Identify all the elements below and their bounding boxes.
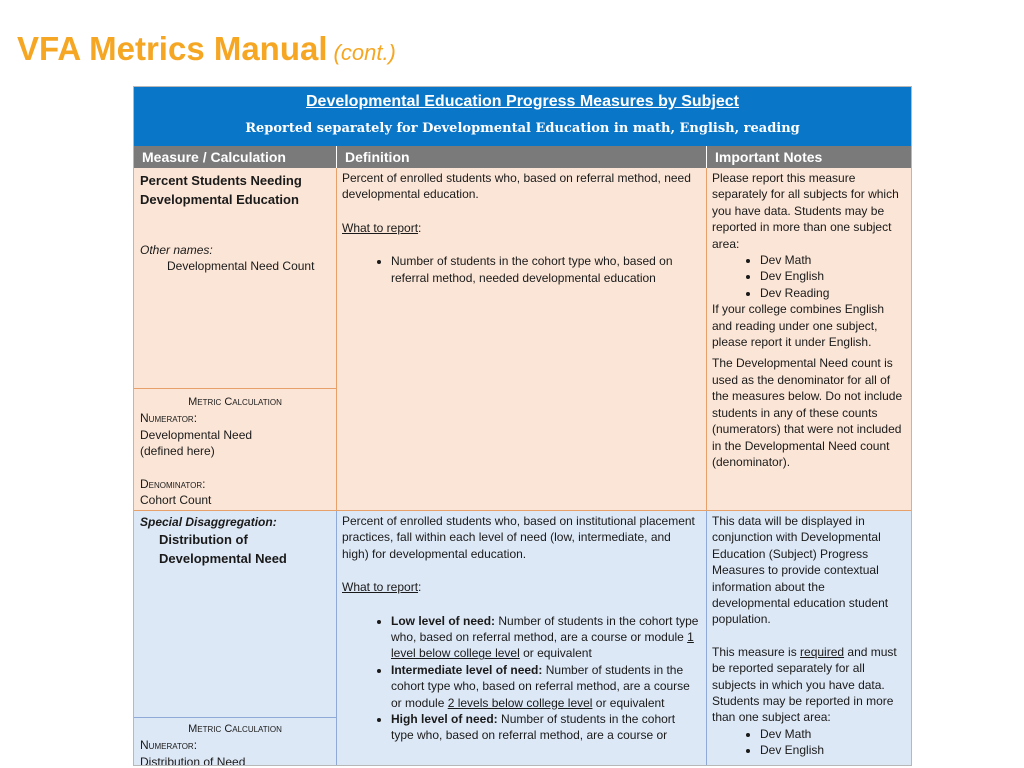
row2-title-line1: Distribution of	[159, 532, 248, 548]
row2-title-line2: Developmental Need	[159, 551, 287, 567]
column-header-notes: Important Notes	[706, 146, 911, 168]
row1-divider-left	[336, 168, 337, 510]
row1-numerator-label: Numerator:	[140, 411, 198, 426]
row1-notes-cell	[706, 168, 911, 510]
row2-calc-divider	[134, 717, 336, 718]
row1-divider-right	[706, 168, 707, 510]
row1-measure-title-line1: Percent Students Needing	[140, 173, 302, 188]
row2-mid-level-link: 2 levels below college level	[447, 695, 593, 710]
row1-definition-text: Percent of enrolled students who, based on referral method, need developmental education.	[342, 171, 691, 202]
row1-calc-heading: Metric Calculation	[188, 396, 282, 408]
row2-mid-level-item	[391, 662, 700, 711]
slide-title	[17, 30, 396, 68]
row2-notes-context: This data will be displayed in conjunction with Developmental Education (Subject) Progress Measures to provide contextual information about the developmental education student population.	[712, 514, 889, 627]
row2-numerator-label: Numerator:	[140, 738, 198, 753]
row2-low-level-link: 1 level below college level	[391, 630, 694, 661]
row1-other-names-label: Other names:	[140, 243, 213, 257]
row2-subject-math: • Dev Math	[760, 726, 905, 742]
row2-special-label: Special Disaggregation:	[140, 515, 277, 529]
slide-title-suffix: (cont.)	[333, 40, 396, 65]
row2-notes-cell	[706, 511, 911, 765]
row2-low-level-label: Low level of need:	[391, 613, 496, 628]
row1-subject-math: • Dev Math	[760, 252, 905, 268]
row2-mid-level-label: Intermediate level of need:	[391, 662, 543, 677]
row1-subject-english: • Dev English	[760, 268, 905, 284]
column-header-measure: Measure / Calculation	[134, 146, 336, 168]
row2-divider-left	[336, 511, 337, 765]
row2-notes-required	[712, 644, 905, 726]
row2-calc-cell	[134, 718, 336, 765]
row2-subject-list	[712, 726, 905, 759]
column-header-definition: Definition	[336, 146, 706, 168]
row2-notes-required-prefix: This measure is	[712, 644, 801, 659]
row2-low-level-text-end: or equivalent	[519, 646, 592, 661]
row2-low-level-item	[391, 613, 700, 662]
row1-numerator-value: Developmental Need	[140, 427, 253, 442]
row2-high-level-item	[391, 711, 700, 744]
row1-notes-intro: Please report this measure separately for all subjects for which you have data. Students may be reported in more than one subject area:	[712, 171, 899, 251]
row2-numerator-value: Distribution of Need	[140, 754, 246, 766]
row2-high-level-label: High level of need:	[391, 712, 498, 727]
row1-measure-cell	[134, 168, 336, 388]
row2-divider-right	[706, 511, 707, 765]
row2-definition-cell	[336, 511, 706, 765]
table-title: Developmental Education Progress Measures by Subject	[305, 93, 740, 110]
row1-report-bullet: • Number of students in the cohort type who, based on referral method, needed developmental education	[391, 253, 700, 286]
row2-need-levels-list	[342, 613, 700, 744]
row1-measure-title-line2: Developmental Education	[140, 192, 299, 207]
row2-subject-english: • Dev English	[760, 742, 905, 758]
row1-subject-list	[712, 252, 905, 301]
row1-subject-reading: • Dev Reading	[760, 285, 905, 301]
row1-denominator-value: Cohort Count	[140, 493, 212, 508]
row2-mid-level-text-end: or equivalent	[592, 695, 665, 710]
row1-numerator-value-note: (defined here)	[140, 444, 215, 459]
row2-what-to-report: What to report:	[342, 580, 422, 595]
row2-definition-text: Percent of enrolled students who, based on institutional placement practices, fall within each level of need (low, intermediate, and high) for developmental education.	[342, 514, 695, 561]
row1-what-to-report: What to report:	[342, 220, 422, 235]
row1-calc-divider	[134, 388, 336, 389]
row1-denominator-label: Denominator:	[140, 476, 206, 491]
row2-notes-required-word: required	[800, 644, 845, 659]
row1-calc-cell	[134, 389, 336, 510]
row1-notes-denominator: The Developmental Need count is used as the denominator for all of the measures below. Do not include students in any of these counts (numerators) that were not included in the Developmental Need count (denominator).	[712, 356, 903, 469]
row1-report-list	[342, 253, 700, 286]
row1-other-name: Developmental Need Count	[167, 259, 315, 274]
row1-definition-cell	[336, 168, 706, 510]
row2-measure-cell	[134, 511, 336, 717]
slide-title-text: VFA Metrics Manual	[17, 30, 328, 67]
table-header	[134, 87, 911, 146]
row2-what-to-report-link[interactable]: What to report	[342, 580, 419, 595]
row-separator	[134, 510, 911, 511]
document-table	[133, 86, 912, 766]
row1-what-to-report-link[interactable]: What to report	[342, 220, 419, 235]
row2-high-level-text: Number of students in the cohort type who, based on referral method, are a course or	[391, 712, 676, 743]
row2-low-level-text: Number of students in the cohort type who, based on referral method, are a course or module	[391, 613, 699, 645]
row2-notes-required-suffix: and must be reported separately for all subjects in which you have data. Students may be reported in more than one subject area:	[712, 644, 897, 725]
row2-calc-heading: Metric Calculation	[188, 723, 282, 735]
row2-mid-level-text: Number of students in the cohort type who, based on referral method, are a course or module	[391, 662, 690, 710]
table-subtitle: Reported separately for Developmental Education in math, English, reading	[245, 121, 800, 136]
row1-notes-combine: If your college combines English and reading under one subject, please report it under English.	[712, 302, 885, 350]
